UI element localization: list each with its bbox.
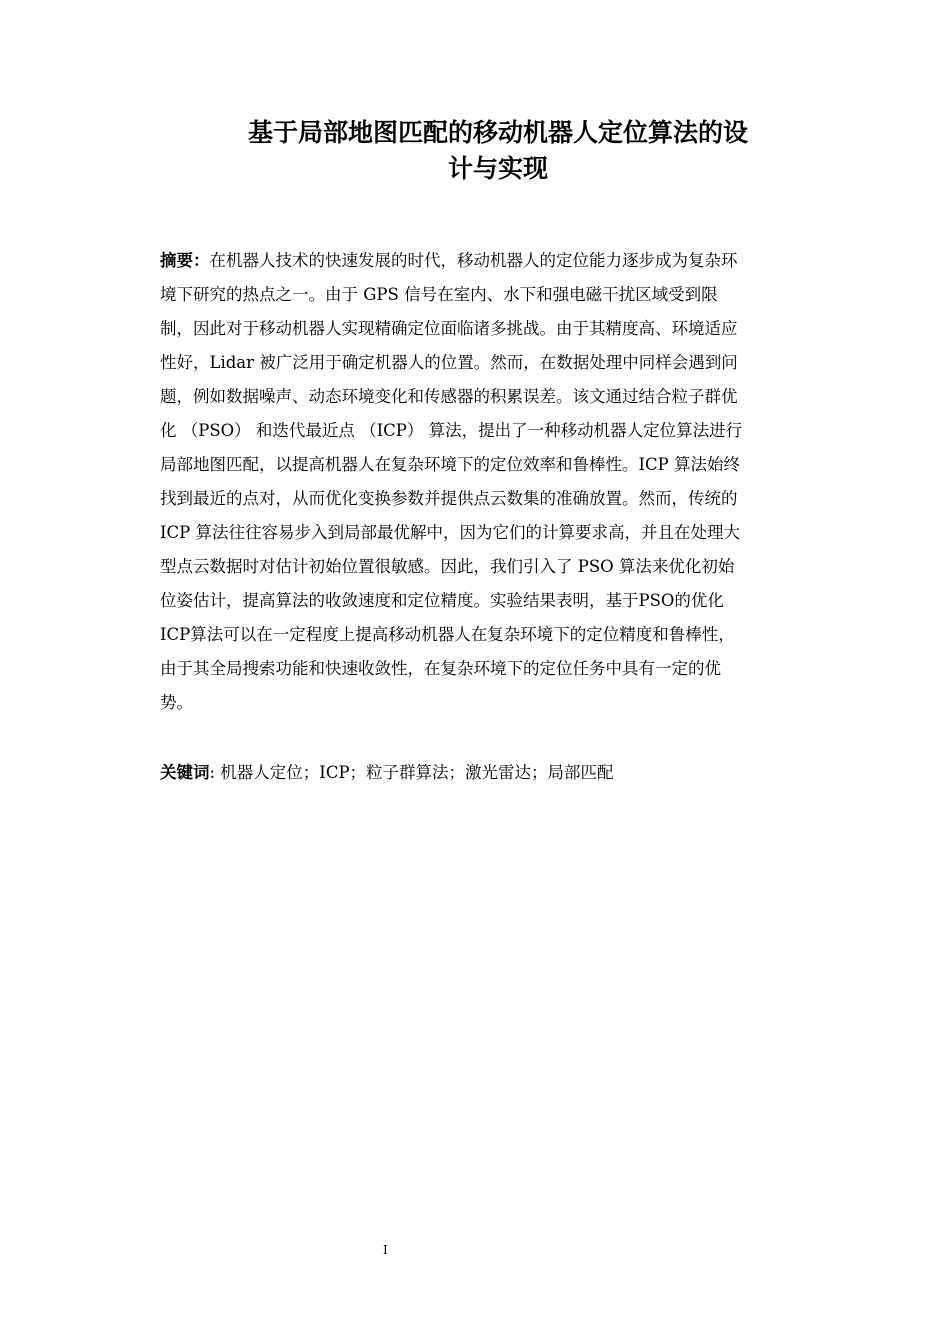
title-line-1: 基于局部地图匹配的移动机器人定位算法的设 bbox=[247, 118, 748, 147]
keywords-text: : 机器人定位；ICP；粒子群算法；激光雷达；局部匹配 bbox=[209, 763, 614, 782]
keywords-label: 关键词 bbox=[160, 763, 210, 782]
abstract bbox=[160, 244, 840, 720]
abstract-line: 找到最近的点对，从而优化变换参数并提供点云数集的准确放置。然而，传统的 bbox=[160, 489, 738, 508]
abstract-line: ICP 算法往往容易步入到局部最优解中，因为它们的计算要求高，并且在处理大 bbox=[160, 523, 740, 542]
abstract-label: 摘要： bbox=[160, 251, 210, 270]
abstract-line bbox=[160, 244, 840, 278]
abstract-line: 题，例如数据噪声、动态环境变化和传感器的积累误差。该文通过结合粒子群优 bbox=[160, 387, 738, 406]
abstract-line: 性好，Lidar 被广泛用于确定机器人的位置。然而，在数据处理中同样会遇到问 bbox=[160, 353, 738, 372]
abstract-line: 型点云数据时对估计初始位置很敏感。因此，我们引入了 PSO 算法来优化初始 bbox=[160, 557, 735, 576]
abstract-line: 位姿估计，提高算法的收敛速度和定位精度。实验结果表明，基于PSO的优化 bbox=[160, 591, 724, 610]
abstract-line: 势。 bbox=[160, 693, 193, 712]
page-number: I bbox=[383, 1243, 388, 1257]
title-line-2: 计与实现 bbox=[447, 154, 548, 183]
abstract-line: ICP算法可以在一定程度上提高移动机器人在复杂环境下的定位精度和鲁棒性， bbox=[160, 625, 735, 644]
abstract-line: 局部地图匹配，以提高机器人在复杂环境下的定位效率和鲁棒性。ICP 算法始终 bbox=[160, 455, 740, 474]
abstract-line: 制，因此对于移动机器人实现精确定位面临诸多挑战。由于其精度高、环境适应 bbox=[160, 319, 738, 338]
keywords bbox=[160, 756, 614, 790]
abstract-text: 在机器人技术的快速发展的时代，移动机器人的定位能力逐步成为复杂环 bbox=[209, 251, 738, 270]
abstract-line: 境下研究的热点之一。由于 GPS 信号在室内、水下和强电磁干扰区域受到限 bbox=[160, 285, 718, 304]
abstract-line: 化 （PSO） 和迭代最近点 （ICP） 算法，提出了一种移动机器人定位算法进行 bbox=[160, 421, 743, 440]
abstract-line: 由于其全局搜索功能和快速收敛性，在复杂环境下的定位任务中具有一定的优 bbox=[160, 659, 721, 678]
